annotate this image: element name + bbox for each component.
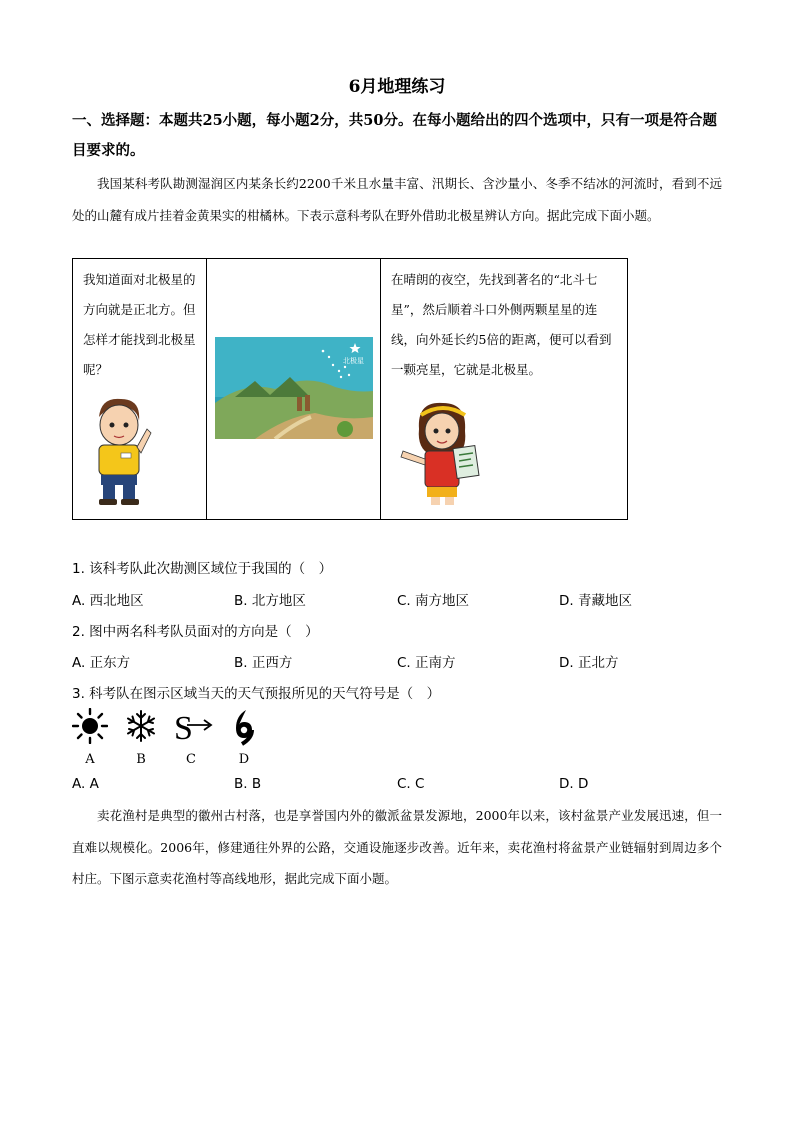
section-heading: 一、选择题：本题共25小题，每小题2分，共50分。在每小题给出的四个选项中，只有一项是符合题目要求的。 bbox=[72, 112, 717, 159]
comic-boy-cell bbox=[73, 259, 207, 520]
option-c[interactable]: C. C bbox=[397, 776, 425, 792]
night-mountain-scene bbox=[215, 337, 373, 439]
passage-2: 卖花渔村是典型的徽州古村落，也是享誉国内外的徽派盆景发源地，2000年以来，该村盆景产业发展迅速，但一直难以规模化。2006年，修建通往外界的公路，交通设施逐步改善。近年来，卖花渔村将盆景产业链辐射到周边多个村庄。下图示意卖花渔村等高线地形，据此完成下面小题。 bbox=[72, 808, 722, 886]
symbol-label-a: A bbox=[85, 752, 95, 767]
question-2-options bbox=[72, 651, 722, 673]
boy-illustration bbox=[85, 395, 155, 507]
symbol-label-c: C bbox=[186, 752, 196, 767]
typhoon-icon bbox=[230, 708, 258, 746]
polaris-label: 北极星 bbox=[343, 357, 364, 365]
question-3-stem: 3. 科考队在图示区域当天的天气预报所见的天气符号是（ ） bbox=[72, 686, 441, 702]
page-title: 6月地理练习 bbox=[348, 77, 446, 97]
question-2-stem: 2. 图中两名科考队员面对的方向是（ ） bbox=[72, 624, 319, 640]
option-a[interactable]: A. A bbox=[72, 776, 99, 792]
girl-illustration bbox=[395, 399, 495, 507]
passage-1: 我国某科考队勘测湿润区内某条长约2200千米且水量丰富、汛期长、含沙量小、冬季不结冰的河流时，看到不远处的山麓有成片挂着金黄果实的柑橘林。下表示意科考队在野外借助北极星辨认方向。据此完成下面小题。 bbox=[72, 176, 722, 223]
option-d[interactable]: D. 正北方 bbox=[559, 655, 619, 671]
option-a[interactable]: A. 西北地区 bbox=[72, 593, 144, 609]
option-c[interactable]: C. 南方地区 bbox=[397, 593, 470, 609]
comic-girl-cell bbox=[381, 259, 628, 520]
question-1-options bbox=[72, 589, 722, 611]
sandstorm-icon bbox=[173, 708, 215, 744]
symbol-label-b: B bbox=[136, 752, 146, 767]
comic-table bbox=[72, 258, 628, 520]
girl-speech: 在晴朗的夜空，先找到著名的“北斗七星”，然后顺着斗口外侧两颗星星的连线，向外延长约5倍的距离，便可以看到一颗亮星，它就是北极星。 bbox=[391, 272, 612, 377]
option-d[interactable]: D. D bbox=[559, 776, 589, 792]
boy-speech: 我知道面对北极星的方向就是正北方。但怎样才能找到北极星呢？ bbox=[83, 272, 196, 377]
question-3-options bbox=[72, 776, 722, 798]
option-c[interactable]: C. 正南方 bbox=[397, 655, 456, 671]
question-1-stem: 1. 该科考队此次勘测区域位于我国的（ ） bbox=[72, 561, 333, 577]
option-b[interactable]: B. B bbox=[234, 776, 262, 792]
snowflake-icon bbox=[124, 708, 158, 744]
option-b[interactable]: B. 北方地区 bbox=[234, 593, 306, 609]
svg-text:S: S bbox=[174, 710, 193, 744]
symbol-label-d: D bbox=[238, 752, 250, 767]
option-d[interactable]: D. 青藏地区 bbox=[559, 593, 632, 609]
comic-scene-cell bbox=[207, 259, 381, 520]
option-b[interactable]: B. 正西方 bbox=[234, 655, 293, 671]
sun-icon bbox=[72, 708, 108, 744]
option-a[interactable]: A. 正东方 bbox=[72, 655, 131, 671]
